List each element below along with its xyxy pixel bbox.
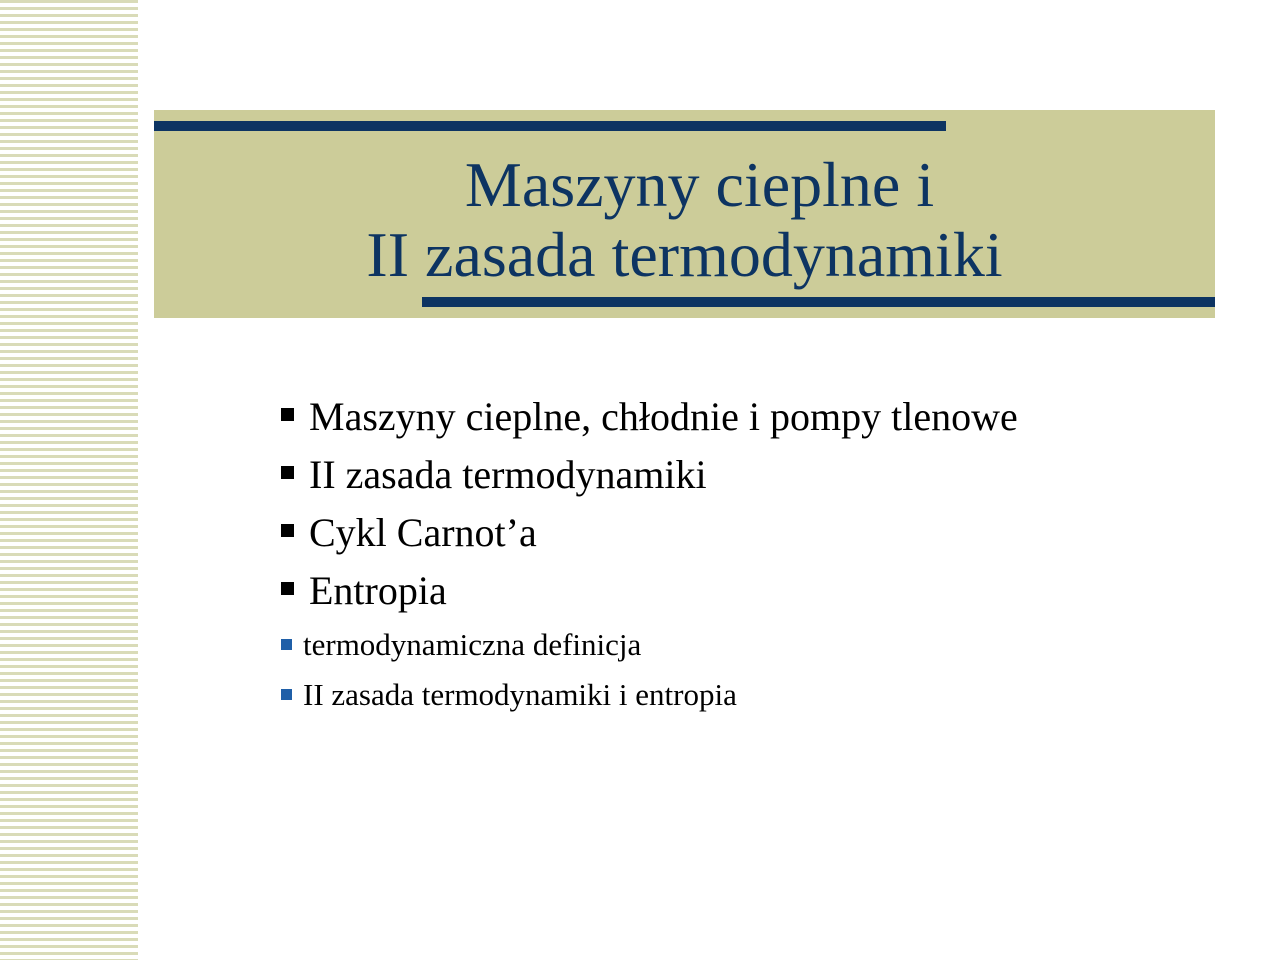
bullet-list: [280, 388, 1018, 720]
bullet-item: [280, 562, 1018, 620]
slide-title-line-1: Maszyny cieplne i: [464, 149, 935, 220]
square-bullet-icon: [281, 466, 294, 479]
bullet-item: [280, 388, 1018, 446]
slide-title-line-2: II zasada termodynamiki: [366, 219, 1003, 290]
square-bullet-icon: [281, 524, 294, 537]
square-bullet-icon: [281, 408, 294, 421]
sub-bullet-text: II zasada termodynamiki i entropia: [303, 677, 737, 712]
bullet-text: II zasada termodynamiki: [309, 452, 707, 497]
sub-bullet-item: [280, 620, 1018, 670]
sub-bullet-text: termodynamiczna definicja: [303, 627, 642, 662]
decorative-stripes: [0, 0, 138, 960]
bullet-item: [280, 446, 1018, 504]
bullet-text: Cykl Carnot’a: [309, 510, 537, 555]
title-rule-top: [154, 121, 946, 131]
square-bullet-icon: [281, 582, 294, 595]
bullet-item: [280, 504, 1018, 562]
title-rule-bottom: [422, 297, 1215, 307]
sub-bullet-item: [280, 670, 1018, 720]
slide-title: [154, 150, 1215, 290]
square-bullet-icon: [281, 639, 292, 650]
square-bullet-icon: [281, 689, 292, 700]
bullet-text: Entropia: [309, 568, 447, 613]
bullet-text: Maszyny cieplne, chłodnie i pompy tlenowe: [309, 394, 1018, 439]
